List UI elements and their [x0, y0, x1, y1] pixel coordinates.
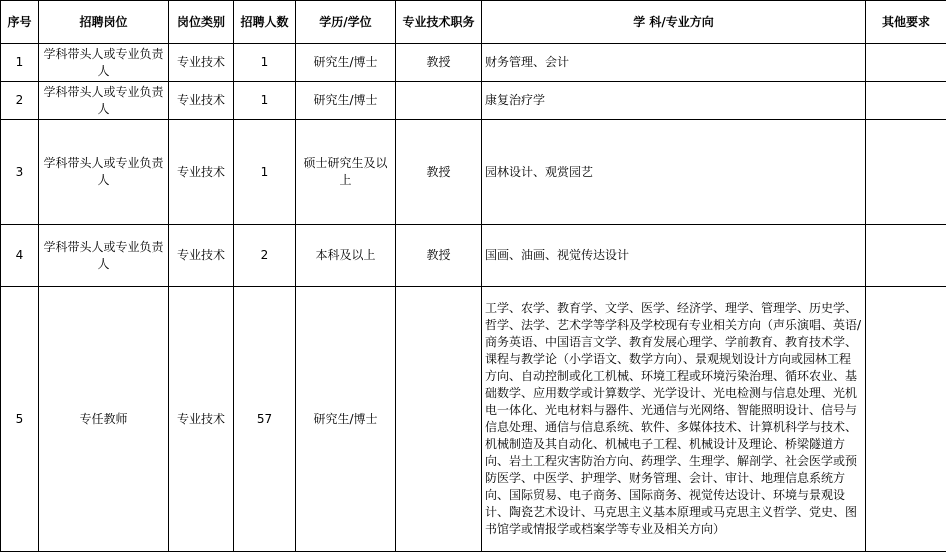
cell-education: 研究生/博士	[296, 44, 396, 82]
cell-position: 学科带头人或专业负责人	[39, 225, 169, 287]
cell-other	[866, 82, 946, 120]
cell-position: 学科带头人或专业负责人	[39, 44, 169, 82]
table-row	[1, 287, 946, 552]
cell-seq: 3	[1, 120, 39, 225]
cell-other	[866, 44, 946, 82]
cell-major: 康复治疗学	[482, 82, 866, 120]
cell-category: 专业技术	[169, 44, 234, 82]
cell-count: 1	[234, 82, 296, 120]
table-row	[1, 120, 946, 225]
cell-seq: 2	[1, 82, 39, 120]
cell-title: 教授	[396, 120, 482, 225]
header-major: 学 科/专业方向	[482, 1, 866, 44]
cell-other	[866, 287, 946, 552]
cell-major: 财务管理、会计	[482, 44, 866, 82]
cell-count: 1	[234, 44, 296, 82]
cell-position: 学科带头人或专业负责人	[39, 82, 169, 120]
cell-count: 57	[234, 287, 296, 552]
cell-seq: 1	[1, 44, 39, 82]
cell-title	[396, 287, 482, 552]
cell-seq: 5	[1, 287, 39, 552]
cell-title: 教授	[396, 44, 482, 82]
cell-title	[396, 82, 482, 120]
cell-position: 专任教师	[39, 287, 169, 552]
cell-major: 国画、油画、视觉传达设计	[482, 225, 866, 287]
cell-count: 2	[234, 225, 296, 287]
cell-category: 专业技术	[169, 120, 234, 225]
cell-education: 硕士研究生及以上	[296, 120, 396, 225]
header-other: 其他要求	[866, 1, 946, 44]
cell-major: 工学、农学、教育学、文学、医学、经济学、理学、管理学、历史学、哲学、法学、艺术学等学科及学校现有专业相关方向（声乐演唱、英语/商务英语、中国语言文学、教育发展心理学、学前教育、教育技术学、课程与教学论（小学语文、数学方向）、景观规划设计方向或园林工程方向、自动控制或化工机械、环境工程或环境污染治理、循环农业、基础数学、应用数学或计算数学、光学设计、光电检测与信息处理、光机电一体化、光电材料与器件、光通信与光网络、智能照明设计、信号与信息处理、通信与信息系统、软件、多媒体技术、计算机科学与技术、机械制造及其自动化、机械电子工程、机械设计及理论、桥梁隧道方向、岩土工程灾害防治方向、药理学、生理学、解剖学、社会医学或预防医学、中医学、护理学、财务管理、会计、审计、地理信息系统方向、国际贸易、电子商务、国际商务、视觉传达设计、环境与景观设计、陶瓷艺术设计、马克思主义基本原理或马克思主义哲学、党史、图书馆学或情报学或档案学等专业及相关方向）	[482, 287, 866, 552]
cell-category: 专业技术	[169, 82, 234, 120]
header-education: 学历/学位	[296, 1, 396, 44]
cell-education: 研究生/博士	[296, 287, 396, 552]
header-count: 招聘人数	[234, 1, 296, 44]
cell-category: 专业技术	[169, 225, 234, 287]
header-position: 招聘岗位	[39, 1, 169, 44]
header-seq: 序号	[1, 1, 39, 44]
header-title: 专业技术职务	[396, 1, 482, 44]
table-row	[1, 44, 946, 82]
cell-seq: 4	[1, 225, 39, 287]
cell-other	[866, 225, 946, 287]
cell-other	[866, 120, 946, 225]
cell-count: 1	[234, 120, 296, 225]
table-row	[1, 82, 946, 120]
table-row	[1, 225, 946, 287]
cell-education: 研究生/博士	[296, 82, 396, 120]
cell-major: 园林设计、观赏园艺	[482, 120, 866, 225]
cell-category: 专业技术	[169, 287, 234, 552]
cell-title: 教授	[396, 225, 482, 287]
header-row	[1, 1, 946, 44]
cell-position: 学科带头人或专业负责人	[39, 120, 169, 225]
header-category: 岗位类别	[169, 1, 234, 44]
cell-education: 本科及以上	[296, 225, 396, 287]
